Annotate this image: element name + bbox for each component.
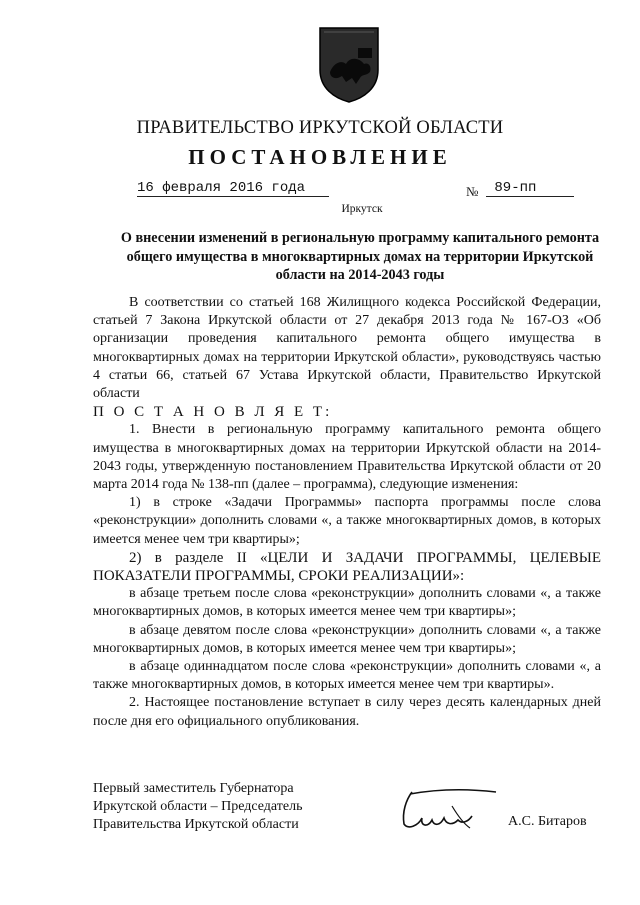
decree-number-value: 89-пп [494, 180, 537, 196]
sub-item-2b: в абзаце девятом после слова «реконструкции» дополнить словами «, а также многоквартирных домов, в которых имеется менее чем три квартиры»; [93, 622, 601, 656]
decree-body [93, 294, 601, 731]
preamble: В соответствии со статьей 168 Жилищного кодекса Российской Федерации, статьей 7 Закона Иркутской области от 27 декабря 2013 года № 167-ОЗ «Об организации проведения капитального ремонта общего имущества в многоквартирных домах на территории Иркутской области», руководствуясь частью 4 статьи 66, статьей 67 Устава Иркутской области, Правительство Иркутской области [93, 295, 601, 402]
position-line-1: Первый заместитель Губернатора [93, 781, 294, 796]
item-1: 1. Внести в региональную программу капитального ремонта общего имущества в многоквартирных домах на территории Иркутской области на 2014-2043 годы, утвержденную постановлением Правительства Иркутской области от 20 марта 2014 года № 138-пп (далее – программа), следующие изменения: [93, 422, 601, 493]
sub-item-1: 1) в строке «Задачи Программы» паспорта программы после слова «реконструкции» дополнить словами «, а также многоквартирных домов, в которых имеется менее чем три квартиры»; [93, 495, 601, 547]
signatory-name: А.С. Битаров [508, 814, 587, 829]
handwritten-signature-icon [392, 786, 502, 832]
number-sign: № [466, 184, 479, 199]
signatory-position [93, 780, 302, 834]
sub-item-2a: в абзаце третьем после слова «реконструкции» дополнить словами «, а также многоквартирных домов, в которых имеется менее чем три квартиры»; [93, 586, 601, 620]
position-line-2: Иркутской области – Председатель [93, 799, 303, 814]
government-name: ПРАВИТЕЛЬСТВО ИРКУТСКОЙ ОБЛАСТИ [136, 118, 504, 138]
sub-item-2: 2) в разделе II «ЦЕЛИ И ЗАДАЧИ ПРОГРАММЫ, ЦЕЛЕВЫЕ ПОКАЗАТЕЛИ ПРОГРАММЫ, СРОКИ РЕАЛИЗАЦИИ»: [93, 549, 601, 585]
position-line-3: Правительства Иркутской области [93, 817, 299, 832]
coat-of-arms-icon [316, 26, 382, 104]
document-type: ПОСТАНОВЛЕНИЕ [188, 145, 452, 169]
item-2: 2. Настоящее постановление вступает в силу через десять календарных дней после дня его официального опубликования. [93, 695, 601, 729]
decree-date: 16 февраля 2016 года [137, 180, 329, 197]
decree-number [486, 180, 574, 197]
resolves-heading: П О С Т А Н О В Л Я Е Т: [93, 404, 333, 421]
sub-item-2c: в абзаце одиннадцатом после слова «реконструкции» дополнить словами «, а также многоквартирных домов, в которых имеется менее чем три квартиры». [93, 659, 601, 693]
decree-title: О внесении изменений в региональную программу капитального ремонта общего имущества в многоквартирных домах на территории Иркутской области на 2014-2043 годы [120, 230, 600, 283]
city: Иркутск [341, 203, 383, 215]
